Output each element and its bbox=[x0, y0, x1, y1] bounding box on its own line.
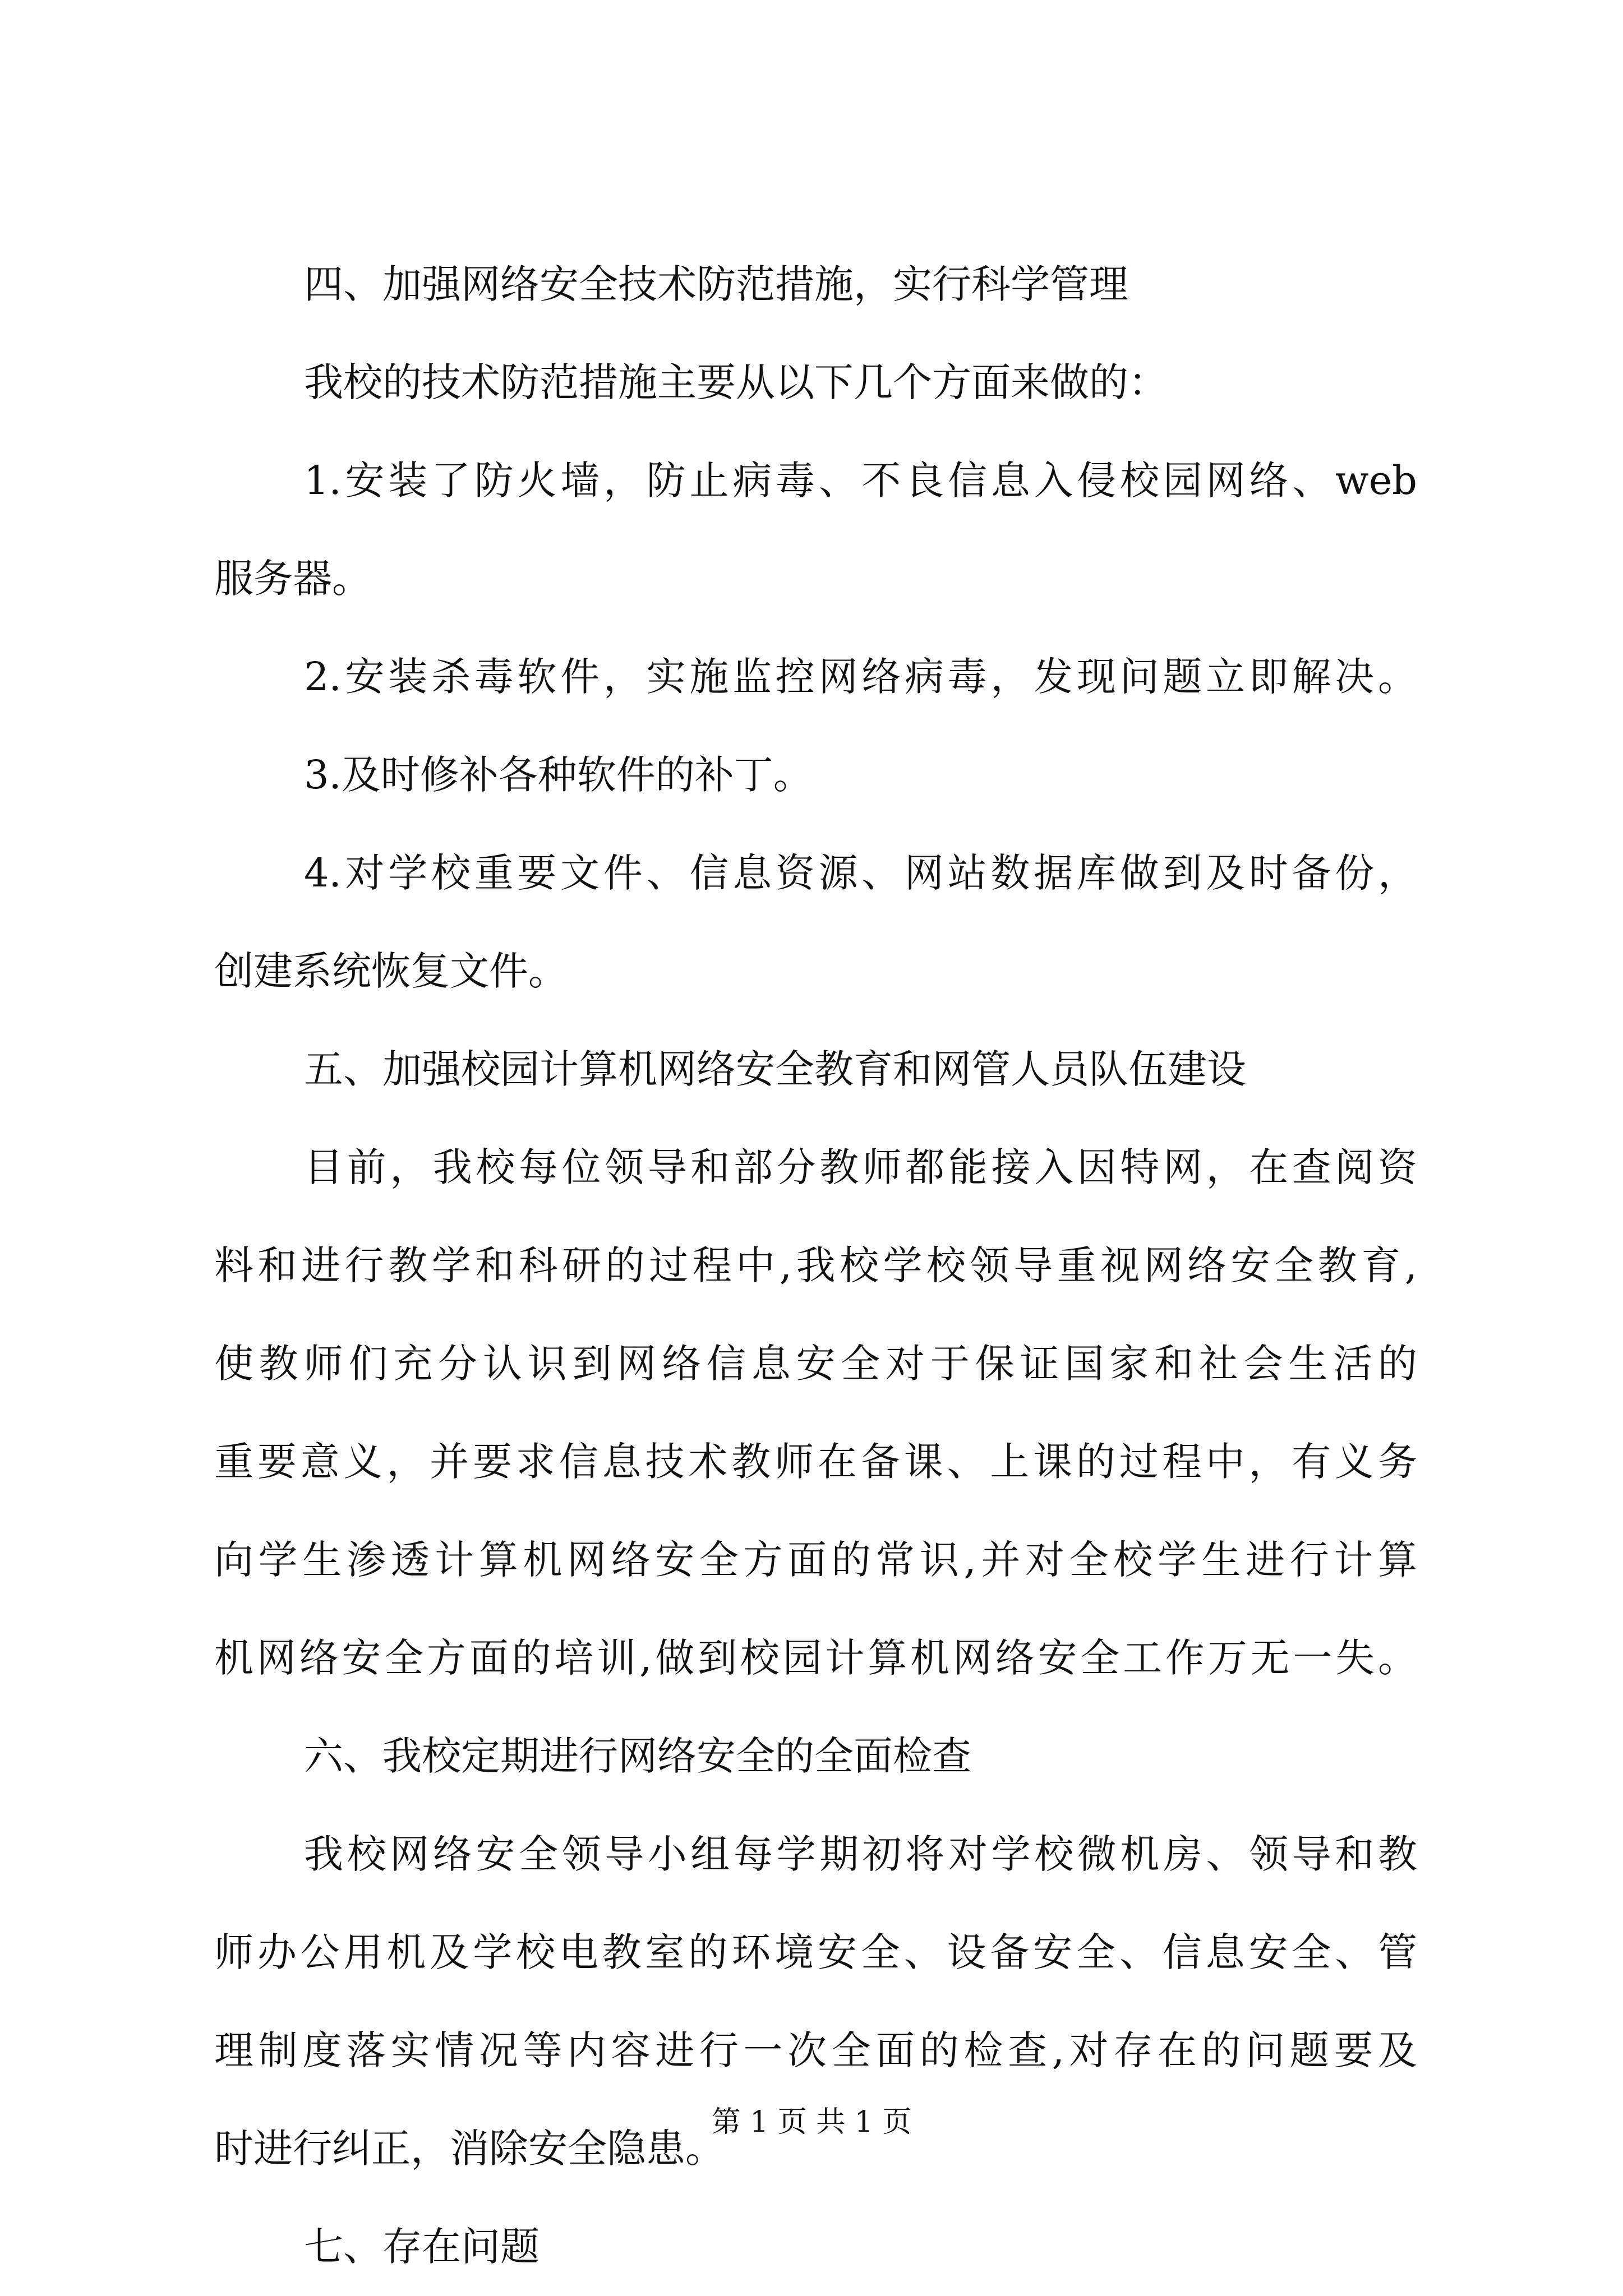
section-heading-5: 五、加强校园计算机网络安全教育和网管人员队伍建设 bbox=[304, 1046, 1246, 1092]
document-body bbox=[214, 235, 1417, 2296]
paragraph-line: 重要意义，并要求信息技术教师在备课、上课的过程中，有义务 bbox=[214, 1439, 1417, 1485]
list-item-1-line: 服务器。 bbox=[214, 556, 371, 602]
paragraph-line: 我校网络安全领导小组每学期初将对学校微机房、领导和教 bbox=[304, 1831, 1417, 1877]
paragraph-line: 理制度落实情况等内容进行一次全面的检查,对存在的问题要及 bbox=[214, 2027, 1417, 2073]
paragraph-line: 料和进行教学和科研的过程中,我校学校领导重视网络安全教育, bbox=[214, 1242, 1417, 1288]
list-item-4-line: 4.对学校重要文件、信息资源、网站数据库做到及时备份， bbox=[304, 850, 1417, 896]
list-item-3: 3.及时修补各种软件的补丁。 bbox=[304, 752, 813, 798]
paragraph-line: 师办公用机及学校电教室的环境安全、设备安全、信息安全、管 bbox=[214, 1929, 1417, 1975]
paragraph-line: 目前，我校每位领导和部分教师都能接入因特网，在查阅资 bbox=[304, 1144, 1417, 1190]
list-item-1-line: 1.安装了防火墙，防止病毒、不良信息入侵校园网络、web bbox=[304, 458, 1417, 503]
section-heading-7: 七、存在问题 bbox=[304, 2224, 540, 2270]
page-number-footer: 第 1 页 共 1 页 bbox=[711, 2105, 912, 2139]
paragraph-line: 向学生渗透计算机网络安全方面的常识,并对全校学生进行计算 bbox=[214, 1537, 1417, 1583]
section-heading-6: 六、我校定期进行网络安全的全面检查 bbox=[304, 1733, 971, 1779]
paragraph-line: 我校的技术防范措施主要从以下几个方面来做的： bbox=[304, 359, 1168, 405]
section-heading-4: 四、加强网络安全技术防范措施，实行科学管理 bbox=[304, 261, 1128, 307]
list-item-2: 2.安装杀毒软件，实施监控网络病毒，发现问题立即解决。 bbox=[304, 654, 1417, 700]
list-item-4-line: 创建系统恢复文件。 bbox=[214, 948, 568, 994]
paragraph-line: 机网络安全方面的培训,做到校园计算机网络安全工作万无一失。 bbox=[214, 1635, 1417, 1681]
paragraph-line: 时进行纠正，消除安全隐患。 bbox=[214, 2126, 725, 2172]
paragraph-line: 使教师们充分认识到网络信息安全对于保证国家和社会生活的 bbox=[214, 1341, 1417, 1387]
